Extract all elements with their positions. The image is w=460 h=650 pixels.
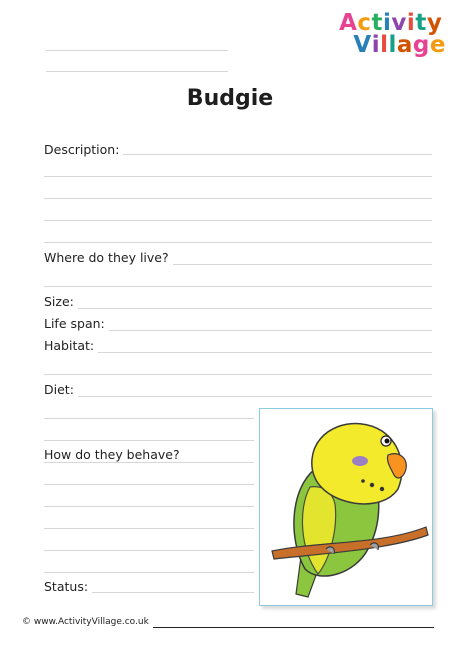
writing-line[interactable]	[44, 506, 254, 507]
writing-line[interactable]	[44, 440, 254, 441]
writing-line[interactable]	[44, 572, 254, 573]
logo-letter: v	[391, 10, 407, 36]
budgie-picture-frame	[259, 408, 433, 606]
habitat-label: Habitat:	[44, 339, 98, 353]
logo-letter: e	[429, 32, 446, 58]
logo-letter: t	[415, 10, 427, 36]
logo-letter: g	[412, 32, 430, 58]
logo-letter: a	[396, 32, 413, 58]
logo-letter: y	[426, 10, 443, 36]
throat-spot	[380, 487, 384, 491]
writing-line[interactable]	[44, 198, 432, 199]
diet-label: Diet:	[44, 383, 78, 397]
name-line-2[interactable]	[46, 71, 228, 72]
logo-letter: A	[339, 10, 358, 36]
writing-line[interactable]	[44, 286, 432, 287]
writing-line[interactable]	[44, 418, 254, 419]
writing-line[interactable]	[44, 550, 254, 551]
writing-line[interactable]	[44, 528, 254, 529]
description-label: Description:	[44, 143, 123, 157]
logo-letter: i	[371, 32, 381, 58]
writing-line[interactable]	[44, 374, 432, 375]
name-line-1[interactable]	[46, 50, 228, 51]
writing-line[interactable]	[44, 220, 432, 221]
status-label: Status:	[44, 580, 92, 594]
life-span-label: Life span:	[44, 317, 109, 331]
logo-word-activity	[335, 12, 446, 34]
budgie-pupil	[385, 439, 390, 444]
writing-line[interactable]	[44, 396, 432, 397]
budgie-illustration	[260, 409, 432, 605]
where-live-label: Where do they live?	[44, 251, 173, 265]
page-title: Budgie	[186, 86, 274, 111]
throat-spot	[361, 479, 365, 483]
logo-letter: V	[353, 32, 372, 58]
activity-village-logo	[335, 12, 446, 56]
logo-word-village	[353, 34, 446, 56]
writing-line[interactable]	[44, 484, 254, 485]
budgie-cheek	[352, 456, 368, 466]
size-label: Size:	[44, 295, 78, 309]
behave-label: How do they behave?	[44, 448, 184, 462]
throat-spot	[370, 483, 374, 487]
writing-line[interactable]	[44, 352, 432, 353]
writing-line[interactable]	[44, 308, 432, 309]
logo-letter: t	[371, 10, 384, 36]
footer-copyright: © www.ActivityVillage.co.uk	[22, 617, 153, 628]
logo-letter: c	[357, 10, 372, 36]
logo-letter: i	[383, 10, 392, 36]
writing-line[interactable]	[44, 462, 254, 463]
writing-line[interactable]	[44, 176, 432, 177]
logo-letter: l	[380, 32, 389, 58]
writing-line[interactable]	[44, 242, 432, 243]
logo-letter: i	[406, 10, 416, 36]
logo-letter: l	[388, 32, 397, 58]
